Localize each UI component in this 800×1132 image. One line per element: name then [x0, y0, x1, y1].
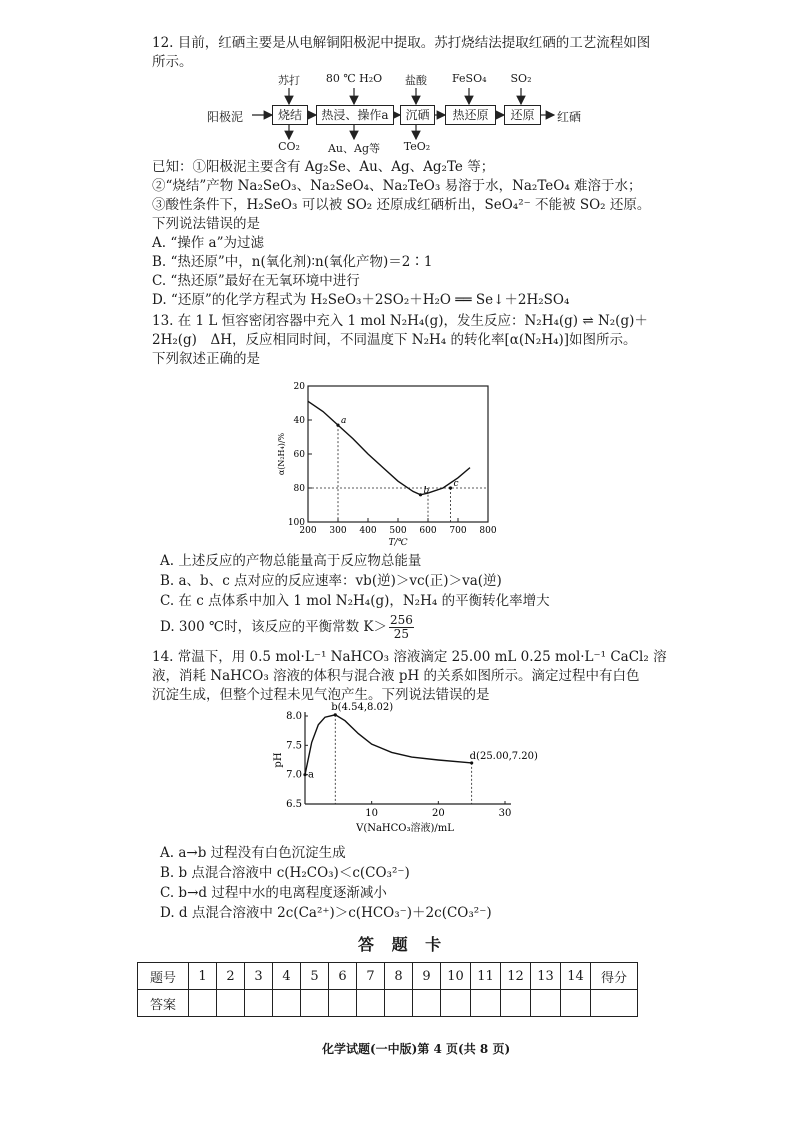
point-a: [303, 773, 306, 776]
question-number-cell: 4: [273, 963, 301, 990]
x-tick-label: 400: [359, 526, 377, 536]
q12-option-d: D. “还原”的化学方程式为 H₂SeO₃＋2SO₂＋H₂O ══ Se↓＋2H₂SO₄: [152, 292, 570, 308]
question-number-cell: 11: [471, 963, 501, 990]
x-tick-label: 800: [479, 526, 497, 536]
answer-cell-6[interactable]: [329, 990, 357, 1017]
x-tick-label: 30: [498, 808, 512, 819]
point-label-d: d(25.00,7.20): [469, 750, 538, 762]
question-number-cell: 3: [245, 963, 273, 990]
q13-option-c: C. 在 c 点体系中加入 1 mol N₂H₄(g)，N₂H₄ 的平衡转化率增大: [160, 593, 550, 609]
q13-option-b: B. a、b、c 点对应的反应速率：vb(逆)＞vc(正)＞va(逆): [160, 573, 502, 589]
y-tick-label: 80: [293, 484, 305, 494]
question-number-cell: 7: [357, 963, 385, 990]
x-tick-label: 300: [329, 526, 347, 536]
answer-cell-2[interactable]: [217, 990, 245, 1017]
flow-step-hot-reduce: 热还原: [445, 105, 496, 125]
question-number-cell: 9: [413, 963, 441, 990]
point-label-a: a: [308, 769, 314, 781]
q13-conversion-chart: [270, 378, 510, 550]
q12-known-3: ③酸性条件下，H₂SeO₃ 可以被 SO₂ 还原成红硒析出，SeO₄²⁻ 不能被 SO₂ 还原。: [152, 197, 651, 213]
y-axis-label: α(N₂H₄)/%: [277, 432, 286, 476]
answer-cell-3[interactable]: [245, 990, 273, 1017]
question-number-cell: 12: [501, 963, 531, 990]
flow-input-feso4: FeSO₄: [452, 72, 487, 85]
answer-cell-13[interactable]: [531, 990, 561, 1017]
q13-option-d-text: D. 300 ℃时，该反应的平衡常数 K＞: [160, 619, 387, 635]
x-tick-label: 10: [365, 808, 379, 819]
page-footer: 化学试题(一中版)第 4 页(共 8 页): [322, 1042, 511, 1056]
score-cell[interactable]: [591, 990, 638, 1017]
y-tick-label: 20: [293, 382, 305, 392]
flow-step-hot-leach: 热浸、操作a: [316, 105, 394, 125]
q12-stem-line1: 12. 目前，红硒主要是从电解铜阳极泥中提取。苏打烧结法提取红硒的工艺流程如图: [152, 35, 651, 51]
answer-card-answer-row: [138, 990, 638, 1017]
q12-stem-line2: 所示。: [152, 54, 193, 70]
flow-step-reduce: 还原: [504, 105, 541, 125]
q14-option-a: A. a→b 过程没有白色沉淀生成: [160, 845, 346, 861]
fraction-numerator: 256: [389, 613, 413, 627]
answer-cell-1[interactable]: [189, 990, 217, 1017]
flow-output-co2: CO₂: [278, 140, 300, 153]
answer-card-table: [137, 962, 638, 1017]
q14-ph-chart: [273, 701, 538, 840]
answer-cell-5[interactable]: [301, 990, 329, 1017]
x-axis-label: V(NaHCO₃溶液)/mL: [356, 823, 454, 834]
question-number-cell: 5: [301, 963, 329, 990]
answer-cell-8[interactable]: [385, 990, 413, 1017]
x-axis-label: T/℃: [388, 538, 408, 548]
point-label-b: b(4.54,8.02): [331, 701, 394, 713]
q14-option-c: C. b→d 过程中水的电离程度逐渐减小: [160, 885, 387, 901]
flow-end: 红硒: [557, 110, 582, 124]
flow-step-precipitate-se: 沉硒: [400, 105, 435, 125]
q13-ask: 下列叙述正确的是: [152, 351, 260, 367]
point-label-a: a: [341, 416, 347, 427]
flow-input-so2: SO₂: [510, 72, 532, 85]
q13-option-d-fraction: [389, 614, 414, 641]
point-b: [419, 493, 422, 496]
q14-stem-line2: 液，消耗 NaHCO₃ 溶液的体积与混合液 pH 的关系如图所示。滴定过程中有白色: [152, 668, 640, 684]
answer-header: 答案: [138, 990, 189, 1017]
question-number-cell: 13: [531, 963, 561, 990]
answer-cell-9[interactable]: [413, 990, 441, 1017]
y-tick-label: 8.0: [286, 711, 302, 722]
y-tick-label: 100: [287, 518, 305, 528]
fraction-denominator: 25: [393, 627, 410, 641]
x-tick-label: 600: [419, 526, 437, 536]
flow-input-hcl: 盐酸: [405, 74, 427, 87]
q13-stem-line1: 13. 在 1 L 恒容密闭容器中充入 1 mol N₂H₄(g)，发生反应：N₂H₄(g) ⇌ N₂(g)＋: [152, 313, 648, 329]
answer-cell-4[interactable]: [273, 990, 301, 1017]
q12-option-c: C. “热还原”最好在无氧环境中进行: [152, 273, 360, 289]
q12-known-1: 已知：①阳极泥主要含有 Ag₂Se、Au、Ag、Ag₂Te 等；: [152, 159, 495, 175]
answer-cell-14[interactable]: [561, 990, 591, 1017]
answer-cell-7[interactable]: [357, 990, 385, 1017]
answer-cell-12[interactable]: [501, 990, 531, 1017]
question-number-cell: 8: [385, 963, 413, 990]
answer-card-number-row: [138, 963, 638, 990]
question-number-cell: 6: [329, 963, 357, 990]
y-tick-label: 7.0: [286, 769, 302, 781]
point-label-c: c: [453, 479, 459, 489]
answer-cell-11[interactable]: [471, 990, 501, 1017]
answer-cell-10[interactable]: [441, 990, 471, 1017]
flow-start: 阳极泥: [207, 110, 244, 124]
point-label-b: b: [423, 485, 430, 496]
flow-output-au-ag: Au、Ag等: [327, 142, 380, 155]
point-c: [449, 486, 452, 489]
q13-option-a: A. 上述反应的产物总能量高于反应物总能量: [160, 553, 422, 569]
plot-frame: [308, 386, 488, 522]
q13-stem-line2: 2H₂(g) ΔH，反应相同时间，不同温度下 N₂H₄ 的转化率[α(N₂H₄)]如图所示。: [152, 332, 637, 348]
q12-option-a: A. “操作 a”为过滤: [152, 235, 264, 251]
point-a: [336, 424, 339, 427]
q14-stem-line1: 14. 常温下，用 0.5 mol·L⁻¹ NaHCO₃ 溶液滴定 25.00 mL 0.25 mol·L⁻¹ CaCl₂ 溶: [152, 649, 667, 665]
ph-curve: [305, 715, 472, 775]
point-b: [334, 713, 337, 716]
flow-input-soda: 苏打: [278, 74, 300, 87]
y-tick-label: 60: [293, 450, 305, 460]
q14-option-d: D. d 点混合溶液中 2c(Ca²⁺)＞c(HCO₃⁻)＋2c(CO₃²⁻): [160, 905, 492, 921]
answer-card-title: 答 题 卡: [358, 935, 448, 954]
q12-known-2: ②“烧结”产物 Na₂SeO₃、Na₂SeO₄、Na₂TeO₃ 易溶于水，Na₂TeO₄ 难溶于水；: [152, 178, 642, 194]
y-tick-label: 40: [293, 416, 305, 426]
q14-option-b: B. b 点混合溶液中 c(H₂CO₃)＜c(CO₃²⁻): [160, 865, 410, 881]
flow-output-teo2: TeO₂: [403, 140, 431, 153]
x-tick-label: 700: [449, 526, 467, 536]
score-header: 得分: [591, 963, 638, 990]
q14-stem-line3: 沉淀生成，但整个过程未见气泡产生。下列说法错误的是: [152, 687, 490, 703]
question-number-cell: 2: [217, 963, 245, 990]
x-tick-label: 20: [431, 808, 445, 819]
y-tick-label: 6.5: [286, 799, 302, 810]
q13-option-d: [160, 614, 414, 641]
flow-step-sinter: 烧结: [272, 105, 308, 125]
y-tick-label: 7.5: [286, 740, 302, 752]
question-number-cell: 14: [561, 963, 591, 990]
q12-option-b: B. “热还原”中，n(氧化剂)∶n(氧化产物)＝2∶1: [152, 254, 433, 270]
y-axis-label: pH: [273, 752, 284, 768]
question-number-cell: 1: [189, 963, 217, 990]
number-header: 题号: [138, 963, 189, 990]
flow-input-water: 80 ℃ H₂O: [325, 72, 383, 85]
x-tick-label: 200: [299, 526, 317, 536]
conversion-curve: [308, 401, 470, 495]
question-number-cell: 10: [441, 963, 471, 990]
q12-ask: 下列说法错误的是: [152, 216, 260, 232]
x-tick-label: 500: [389, 526, 407, 536]
